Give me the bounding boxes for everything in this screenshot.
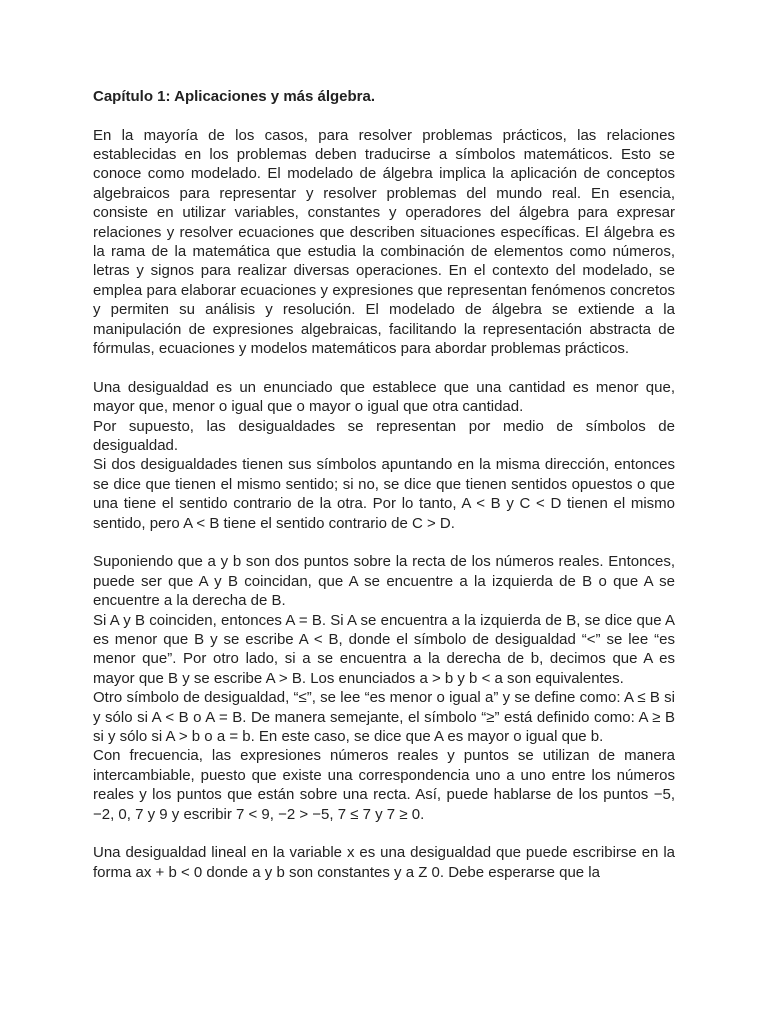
paragraph-modelado: En la mayoría de los casos, para resolver problemas prácticos, las relaciones establecidas en los problemas deben traducirse a símbolos matemáticos. Esto se conoce como modelado. El modelado de álgebra implica la aplicación de conceptos algebraicos para representar y resolver problemas del mundo real. En esencia, consiste en utilizar variables, constantes y operadores del álgebra para expresar relaciones y resolver ecuaciones que describen situaciones específicas. El álgebra es la rama de la matemática que estudia la combinación de elementos como números, letras y signos para realizar diversas operaciones. En el contexto del modelado, se emplea para elaborar ecuaciones y expresiones que representan fenómenos concretos y permiten su análisis y resolución. El modelado de álgebra se extiende a la manipulación de expresiones algebraicas, facilitando la representación abstracta de fórmulas, ecuaciones y modelos matemáticos para abordar problemas prácticos. [93,126,675,357]
paragraph-recta-reales: Suponiendo que a y b son dos puntos sobre la recta de los números reales. Entonces, puede ser que A y B coincidan, que A se encuentre a la izquierda de B o que A se encuentre a la derecha de B. [93,553,675,610]
paragraph-correspondencia: Con frecuencia, las expresiones números reales y puntos se utilizan de manera intercambiable, puesto que existe una correspondencia uno a uno entre los números reales y los puntos que están sobre una recta. Así, puede hablarse de los puntos −5, −2, 0, 7 y 9 y escribir 7 < 9, −2 > −5, 7 ≤ 7 y 7 ≥ 0. [93,747,675,823]
paragraph-simbolos: Por supuesto, las desigualdades se representan por medio de símbolos de desigualdad. [93,417,675,454]
spacer [93,358,675,377]
chapter-title: Capítulo 1: Aplicaciones y más álgebra. [93,88,376,105]
spacer [93,824,675,843]
spacer [93,533,675,552]
paragraph-menor-igual: Otro símbolo de desigualdad, “≤”, se lee “es menor o igual a” y se define como: A ≤ B si y sólo si A < B o A = B. De manera semejante, el símbolo “≥” está definido como: A ≥ B si y sólo si A > b o a = b. En este caso, se dice que A es mayor o igual que b. [93,689,675,746]
paragraph-desigualdad-lineal: Una desigualdad lineal en la variable x es una desigualdad que puede escribirse en la forma ax + b < 0 donde a y b son constantes y a Z 0. Debe esperarse que la [93,844,675,881]
paragraph-sentido: Si dos desigualdades tienen sus símbolos apuntando en la misma dirección, entonces se dice que tienen el mismo sentido; si no, se dice que tienen sentidos opuestos o que una tiene el sentido contrario de la otra. Por lo tanto, A < B y C < D tienen el mismo sentido, pero A < B tiene el sentido contrario de C > D. [93,456,675,532]
paragraph-coinciden: Si A y B coinciden, entonces A = B. Si A se encuentra a la izquierda de B, se dice que A es menor que B y se escribe A < B, donde el símbolo de desigualdad “<” se lee “es menor que”. Por otro lado, si a se encuentra a la derecha de b, decimos que A es mayor que B y se escribe A > B. Los enunciados a > b y b < a son equivalentes. [93,611,675,687]
spacer [93,107,675,126]
paragraph-desigualdad-definicion: Una desigualdad es un enunciado que establece que una cantidad es menor que, mayor que, menor o igual que o mayor o igual que otra cantidad. [93,378,675,416]
